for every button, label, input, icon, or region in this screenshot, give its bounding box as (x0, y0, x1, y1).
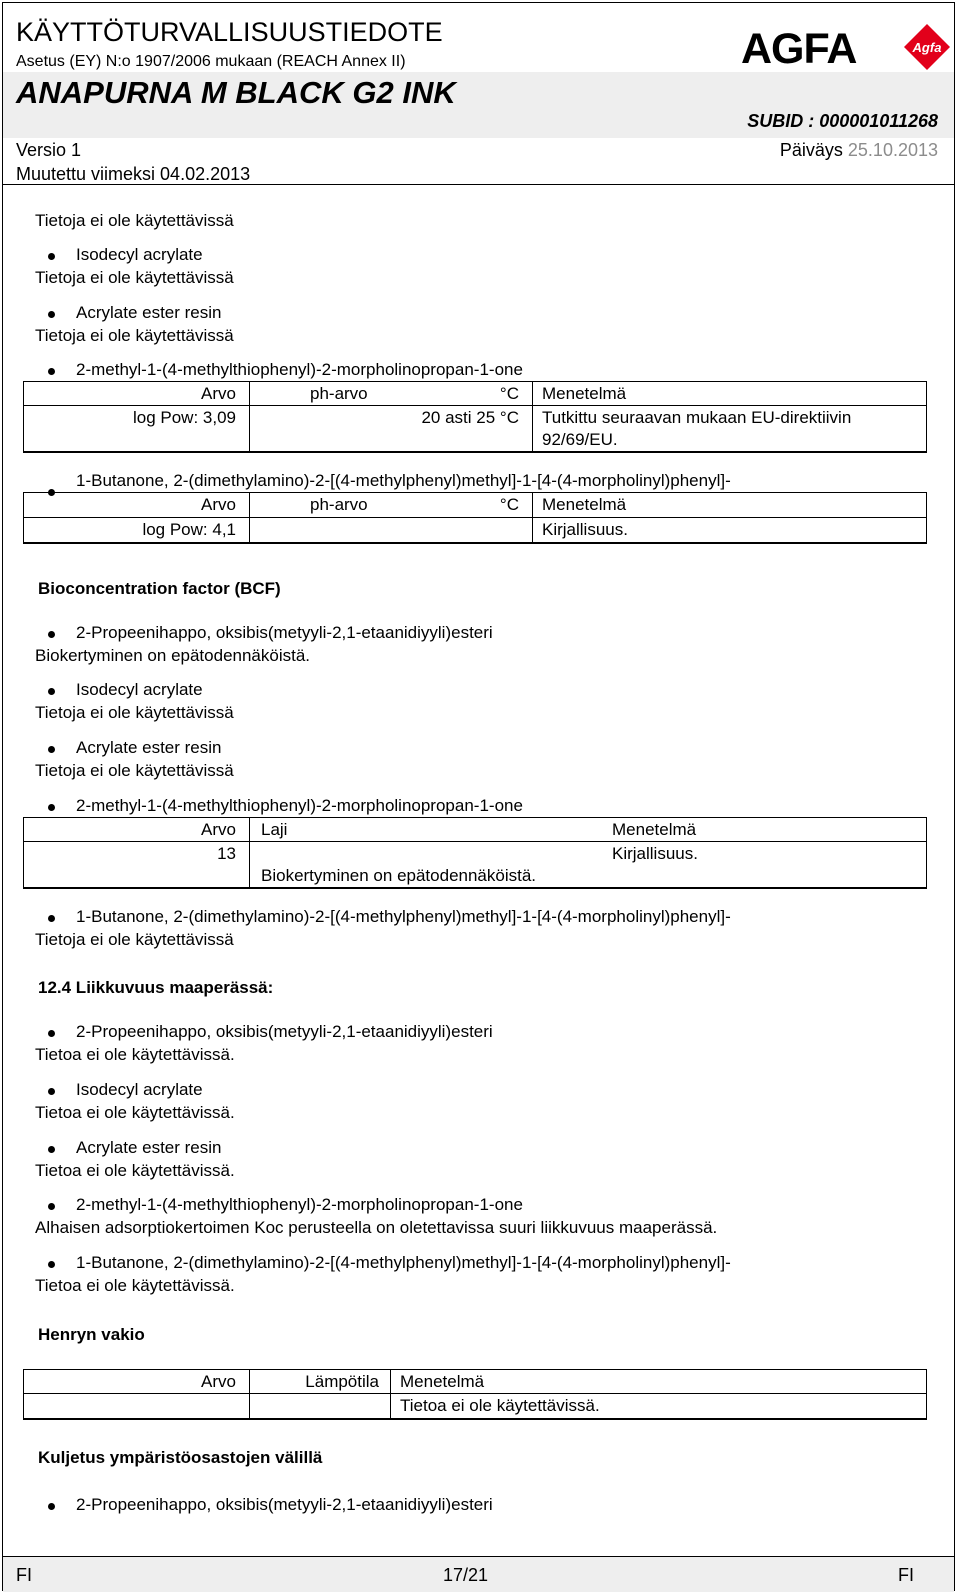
header-cell: Arvo (201, 1372, 236, 1391)
header-cell: °C (499, 495, 519, 514)
document-header (3, 3, 956, 183)
section-heading: Bioconcentration factor (BCF) (38, 579, 281, 598)
substance-name: Acrylate ester resin (76, 303, 222, 322)
page-number: 17/21 (443, 1565, 489, 1585)
bullet (48, 311, 55, 318)
bullet (48, 631, 55, 638)
no-data-text: Tietoja ei ole käytettävissä (35, 761, 234, 780)
no-data-text: Tietoja ei ole käytettävissä (35, 211, 234, 230)
substance-name: 1-Butanone, 2-(dimethylamino)-2-[(4-methylphenyl)methyl]-1-[4-(4-morpholinyl)phenyl]- (76, 471, 731, 490)
header-cell: Lämpötila (305, 1372, 379, 1391)
header-cell: Laji (261, 820, 288, 839)
bullet (48, 1203, 55, 1210)
document-title: KÄYTTÖTURVALLISUUSTIEDOTE (16, 17, 443, 47)
log-pow-table-2 (23, 492, 927, 544)
bullet (48, 1261, 55, 1268)
header-cell: Arvo (201, 820, 236, 839)
bcf-table (23, 817, 927, 889)
table-header-row (24, 1370, 926, 1394)
substance-name: Isodecyl acrylate (76, 1080, 203, 1099)
table-row (24, 406, 926, 452)
issue-date (780, 140, 938, 161)
table-cell: Kirjallisuus. (612, 844, 698, 863)
section-heading: 12.4 Liikkuvuus maaperässä: (38, 978, 274, 997)
henry-table (23, 1369, 927, 1420)
footer-language-left: FI (16, 1565, 32, 1585)
bullet (48, 1030, 55, 1037)
date-label: Päiväys (779, 140, 843, 160)
column-divider (249, 493, 250, 543)
column-divider (390, 1370, 391, 1419)
header-cell: ph-arvo (310, 384, 368, 403)
agfa-rhombus-icon (904, 24, 950, 70)
table-cell: Kirjallisuus. (542, 520, 628, 539)
bullet (48, 1088, 55, 1095)
header-cell: Menetelmä (400, 1372, 485, 1391)
table-header-row (24, 493, 926, 518)
table-header-row (24, 818, 926, 842)
table-row (24, 842, 926, 888)
column-divider (249, 382, 250, 452)
header-cell: Menetelmä (542, 495, 627, 514)
section-heading: Kuljetus ympäristöosastojen välillä (38, 1448, 323, 1467)
table-cell: 13 (217, 844, 236, 863)
table-cell: log Pow: 3,09 (132, 408, 236, 427)
log-pow-table-1 (23, 381, 927, 453)
substance-name: 2-methyl-1-(4-methylthiophenyl)-2-morpholinopropan-1-one (76, 360, 523, 379)
version: Versio 1 (16, 140, 82, 160)
substance-name: 2-Propeenihappo, oksibis(metyyli-2,1-etaanidiyyli)esteri (76, 623, 493, 642)
substance-name: Isodecyl acrylate (76, 680, 203, 699)
bullet (48, 688, 55, 695)
column-divider (532, 382, 533, 452)
note-text: Biokertyminen on epätodennäköistä. (35, 646, 311, 665)
bullet (48, 368, 55, 375)
agfa-logo (741, 23, 951, 73)
bullet (48, 804, 55, 811)
bullet (48, 253, 55, 260)
header-cell: Menetelmä (612, 820, 697, 839)
bullet (48, 746, 55, 753)
column-divider (249, 1370, 250, 1419)
substance-name: 2-methyl-1-(4-methylthiophenyl)-2-morpholinopropan-1-one (76, 1195, 523, 1214)
no-data-text: Tietoja ei ole käytettävissä (35, 930, 234, 949)
table-header-row (24, 382, 926, 406)
no-data-text: Tietoa ei ole käytettävissä. (35, 1276, 235, 1295)
footer-language-right: FI (898, 1565, 914, 1585)
page-frame (2, 2, 955, 1591)
substance-name: 2-Propeenihappo, oksibis(metyyli-2,1-etaanidiyyli)esteri (76, 1495, 493, 1514)
no-data-text: Tietoja ei ole käytettävissä (35, 326, 234, 345)
header-cell: ph-arvo (310, 495, 368, 514)
no-data-text: Tietoja ei ole käytettävissä (35, 268, 234, 287)
no-data-text: Tietoa ei ole käytettävissä. (35, 1045, 235, 1064)
note-text: Alhaisen adsorptiokertoimen Koc perusteella on oletettavissa suuri liikkuvuus maaperässä. (35, 1218, 718, 1237)
substance-name: 2-Propeenihappo, oksibis(metyyli-2,1-etaanidiyyli)esteri (76, 1022, 493, 1041)
header-cell: °C (499, 384, 519, 403)
subid: SUBID : 000001011268 (747, 111, 938, 131)
header-cell: Arvo (201, 384, 236, 403)
agfa-wordmark: AGFA (741, 25, 857, 73)
substance-name: 2-methyl-1-(4-methylthiophenyl)-2-morpholinopropan-1-one (76, 796, 523, 815)
bullet (48, 915, 55, 922)
no-data-text: Tietoa ei ole käytettävissä. (35, 1161, 235, 1180)
regulation-reference: Asetus (EY) N:o 1907/2006 mukaan (REACH Annex II) (16, 53, 406, 70)
substance-name: Acrylate ester resin (76, 738, 222, 757)
table-cell: log Pow: 4,1 (142, 520, 236, 539)
table-cell: Tutkittu seuraavan mukaan EU-direktiivin (542, 408, 852, 427)
substance-name: Acrylate ester resin (76, 1138, 222, 1157)
table-row (24, 518, 926, 543)
header-cell: Menetelmä (542, 384, 627, 403)
agfa-badge-text: Agfa (912, 40, 942, 55)
substance-name: 1-Butanone, 2-(dimethylamino)-2-[(4-methylphenyl)methyl]-1-[4-(4-morpholinyl)phenyl]- (76, 907, 731, 926)
table-cell: 92/69/EU. (542, 430, 618, 449)
date-value: 25.10.2013 (847, 140, 938, 160)
document-footer (3, 1556, 954, 1592)
section-heading: Henryn vakio (38, 1325, 145, 1344)
product-name: ANAPURNA M BLACK G2 INK (16, 75, 456, 110)
header-cell: Arvo (201, 495, 236, 514)
modified-date: Muutettu viimeksi 04.02.2013 (16, 164, 251, 184)
substance-name: 1-Butanone, 2-(dimethylamino)-2-[(4-methylphenyl)methyl]-1-[4-(4-morpholinyl)phenyl]- (76, 1253, 731, 1272)
table-cell: 20 asti 25 °C (421, 408, 519, 427)
header-rule (3, 184, 954, 185)
no-data-text: Tietoja ei ole käytettävissä (35, 703, 234, 722)
table-cell: Tietoa ei ole käytettävissä. (400, 1396, 600, 1415)
table-cell: Biokertyminen on epätodennäköistä. (261, 866, 537, 885)
table-row (24, 1394, 926, 1419)
column-divider (532, 493, 533, 543)
bullet (48, 1146, 55, 1153)
column-divider (249, 818, 250, 888)
substance-name: Isodecyl acrylate (76, 245, 203, 264)
bullet (48, 1503, 55, 1510)
no-data-text: Tietoa ei ole käytettävissä. (35, 1103, 235, 1122)
